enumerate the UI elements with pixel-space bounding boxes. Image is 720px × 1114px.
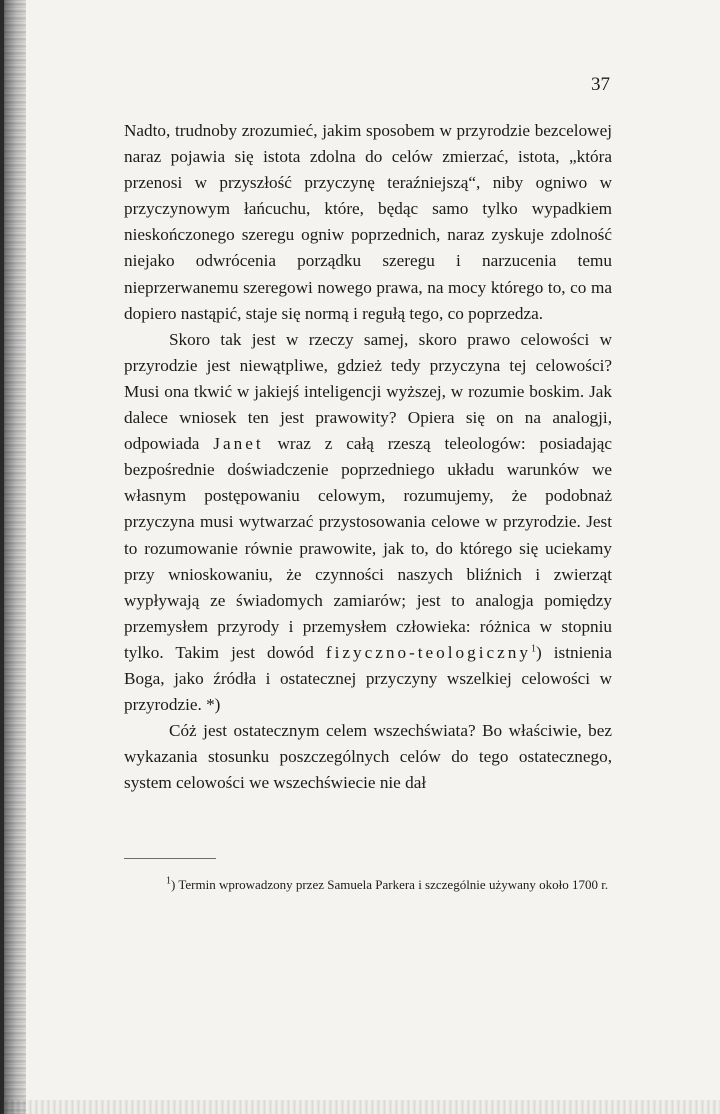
footnote-marker: 1	[166, 875, 171, 887]
paragraph-3: Cóż jest ostatecznym celem wszechświata? Bo właściwie, bez wykazania stosunku poszczególnych celów do tego ostatecznego, system celowości we wszechświecie nie dał	[124, 721, 612, 793]
paragraph-2	[124, 327, 612, 718]
paragraph-1: Nadto, trudnoby zrozumieć, jakim sposobem w przyrodzie bezcelowej naraz pojawia się istota zdolna do celów zmierzać, istota, „która przenosi w przyszłość przyczynę teraźniejszą“, niby ogniwo w przyczynowym łańcuchu, które, będąc samo tylko wypadkiem nieskończonego szeregu ogniw poprzednich, naraz zyskuje zdolność niejako odwrócenia porządku szeregu i narzucenia temu nieprzerwanemu szeregowi nowego prawa, na mocy którego to, co ma dopiero nastąpić, staje się normą i regułą tego, co poprzedza.	[124, 121, 612, 323]
page-binding-edge	[0, 0, 26, 1114]
paragraph-2-part-1: Skoro tak jest w rzeczy samej, skoro prawo celowości w przyrodzie jest niewątpliwe, gdzież tedy przyczyna tej celowości? Musi ona tkwić w jakiejś inteligencji wyższej, w rozumie boskim. Jak dalece wniosek ten jest prawowity? Opiera się on na analogji, odpowiada	[124, 329, 612, 454]
page-number: 37	[591, 74, 610, 95]
paragraph-2-part-2: wraz z całą rzeszą teleologów: posiadając bezpośrednie doświadczenie poprzedniego układu warunków we własnym postępowaniu celowym, rozumujemy, że podobnaż przyczyna musi wytwarzać przystosowania celowe w przyrodzie. Jest to rozumowanie równie prawowite, jak to, do którego się uciekamy przy wnioskowaniu, że czynności naszych bliźnich i zwierząt wypływają ze świadomych zamiarów; jest to analogja pomiędzy przemysłem przyrody i przemysłem człowieka: różnica w stopniu tylko. Takim jest dowód	[124, 434, 613, 662]
page-bottom-edge	[0, 1100, 720, 1114]
author-name: Janet	[213, 434, 264, 454]
footnote-reference: 1	[530, 643, 536, 655]
footnote	[124, 874, 612, 896]
footnote-divider	[124, 858, 216, 859]
paragraph-2-part-3: ) istnienia Boga, jako źródła i ostatecznej przyczyny wszelkiej celowości w przyrodzie. *)	[124, 642, 612, 715]
footnote-text: ) Termin wprowadzony przez Samuela Parkera i szczególnie używany około 1700 r.	[171, 877, 609, 892]
emphasized-term: fizyczno-teologiczny	[325, 642, 531, 662]
body-text	[124, 118, 612, 796]
